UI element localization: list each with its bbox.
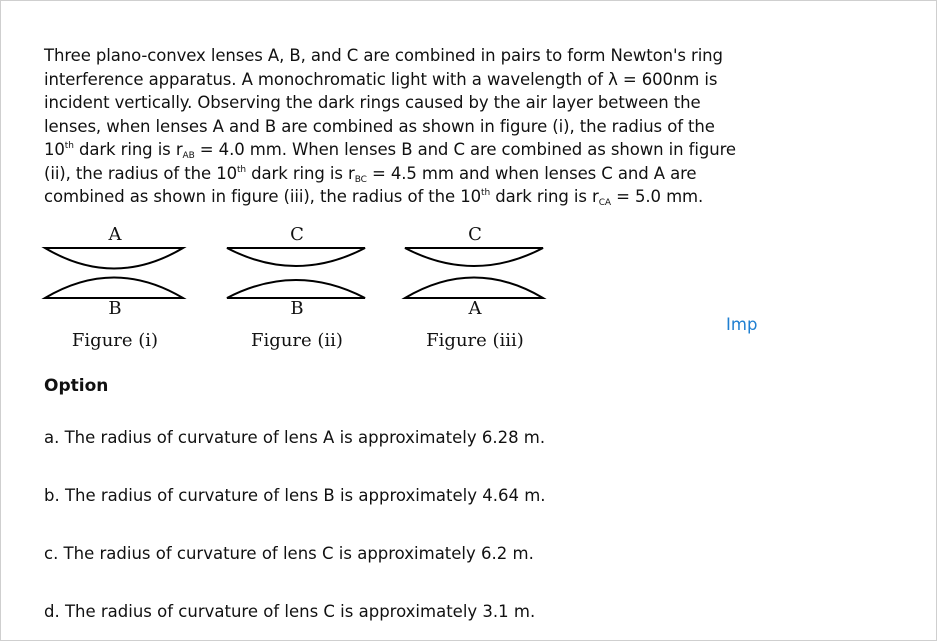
lens-top-label: C <box>468 224 482 245</box>
lower-lens <box>227 280 365 298</box>
lens-top-label: A <box>108 224 122 245</box>
figure-ii <box>222 224 372 364</box>
question-paragraph: Three plano-convex lenses A, B, and C are combined in pairs to form Newton's ring interference apparatus. A monochromatic light with a wavelength of λ = 600nm is incident vertically. Observing the dark rings caused by the air layer between the lenses, when lenses A and B are combined as shown in figure (i), the radius of the 10th dark ring is $r_{AB} = 4.0$ mm. When lenses B and C are combined as shown in figure (ii), the radius of the 10th dark ring is $r_{BC} = 4.5$ mm and when lenses C and A are combined as shown in figure (iii), the radius of the 10th dark ring is $r_{CA} = 5.0$ mm. <box>44 46 736 208</box>
upper-lens <box>227 248 365 266</box>
lens-bottom-label: B <box>108 298 122 319</box>
lens-pair-diagram <box>222 242 372 302</box>
figure-iii <box>400 224 550 364</box>
option-c[interactable]: c. The radius of curvature of lens C is approximately 6.2 m. <box>44 544 534 563</box>
lens-bottom-label: A <box>468 298 482 319</box>
lens-pair-diagram <box>400 242 550 302</box>
upper-lens <box>405 248 543 266</box>
imp-link[interactable]: Imp <box>726 315 758 334</box>
upper-lens <box>45 248 183 269</box>
option-d[interactable]: d. The radius of curvature of lens C is approximately 3.1 m. <box>44 602 536 621</box>
option-a[interactable]: a. The radius of curvature of lens A is approximately 6.28 m. <box>44 428 546 447</box>
lens-top-label: C <box>290 224 304 245</box>
figure-i <box>40 224 190 364</box>
figure-caption: Figure (ii) <box>251 330 343 351</box>
option-heading: Option <box>44 376 109 396</box>
option-b[interactable]: b. The radius of curvature of lens B is approximately 4.64 m. <box>44 486 546 505</box>
lower-lens <box>405 278 543 299</box>
lens-pair-diagram <box>40 242 190 302</box>
lower-lens <box>45 278 183 299</box>
lens-bottom-label: B <box>290 298 304 319</box>
lens-figures <box>40 224 560 364</box>
figure-caption: Figure (iii) <box>426 330 524 351</box>
question-text <box>44 44 744 209</box>
figure-caption: Figure (i) <box>71 330 159 351</box>
